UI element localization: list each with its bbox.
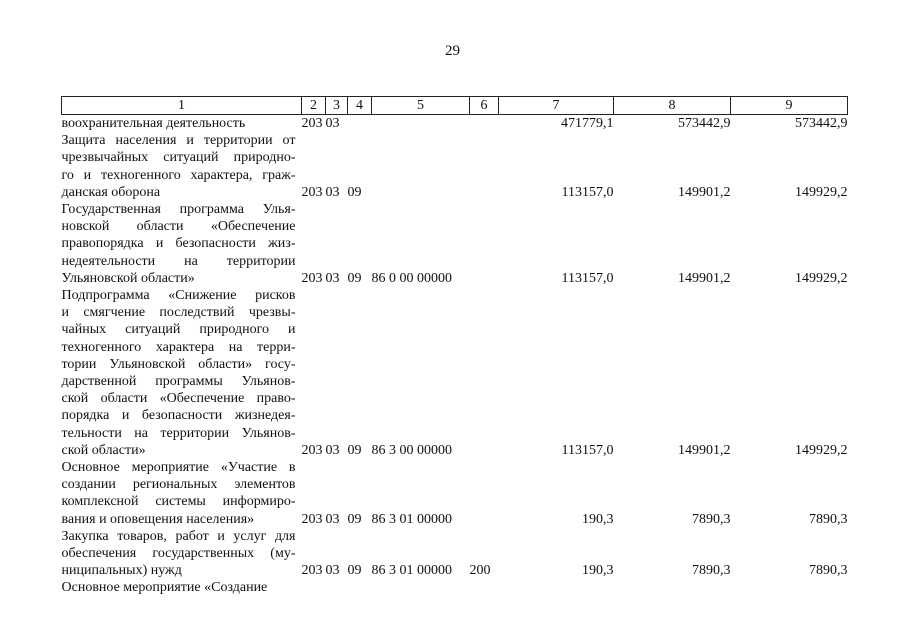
sub-subsection-code-cell: 09 xyxy=(347,511,362,527)
amount-col8-cell: 149901,2 xyxy=(678,442,731,458)
amount-col9-cell: 149929,2 xyxy=(795,442,848,458)
row-name-line: Подпрограмма «Снижение рисков xyxy=(61,288,296,304)
row-name-line: комплексной системы информиро- xyxy=(61,494,296,510)
row-name-line: Ульяновской области» xyxy=(61,270,195,286)
table-row xyxy=(62,115,848,133)
target-article-cell: 86 3 01 00000 xyxy=(371,563,452,579)
column-header-6: 6 xyxy=(470,97,499,115)
subsection-code-cell xyxy=(326,579,348,596)
row-name-cell xyxy=(62,201,302,287)
row-name-line: данская оборона xyxy=(61,184,161,200)
subsection-code-cell: 03 xyxy=(325,511,340,527)
amount-col7-cell: 113157,0 xyxy=(561,184,614,200)
column-header-7: 7 xyxy=(499,97,614,115)
column-header-3: 3 xyxy=(326,97,348,115)
row-name-line: Основное мероприятие «Участие в xyxy=(61,460,296,476)
table-row xyxy=(62,287,848,459)
section-code-cell: 203 xyxy=(301,184,323,200)
amount-col7-cell: 113157,0 xyxy=(561,442,614,458)
subsection-code-cell: 03 xyxy=(325,116,340,131)
target-article-cell: 86 0 00 00000 xyxy=(371,270,452,286)
amount-col8-cell: 149901,2 xyxy=(678,184,731,200)
row-name-line: Закупка товаров, работ и услуг для xyxy=(61,528,296,544)
row-name-line: воохранительная деятельность xyxy=(61,116,246,131)
row-name-line: Защита населения и территории от xyxy=(61,133,296,149)
row-name-cell xyxy=(62,579,302,596)
expense-type-cell xyxy=(470,579,499,596)
amount-col8-cell: 149901,2 xyxy=(678,270,731,286)
section-code-cell: 203 xyxy=(301,116,323,131)
subsection-code-cell: 03 xyxy=(325,184,340,200)
amount-col8-cell xyxy=(614,579,731,596)
column-header-1: 1 xyxy=(62,97,302,115)
amount-col8-cell: 7890,3 xyxy=(692,563,731,579)
row-name-cell xyxy=(62,115,302,133)
row-name-line: го и техногенного характера, граж- xyxy=(61,167,296,183)
column-header-5: 5 xyxy=(372,97,470,115)
amount-col8-cell: 7890,3 xyxy=(692,511,731,527)
row-name-line: обеспечения государственных (му- xyxy=(61,546,296,562)
row-name-line: ской области «Обеспечение право- xyxy=(61,391,296,407)
sub-subsection-code-cell: 09 xyxy=(347,184,362,200)
target-article-cell: 86 3 01 00000 xyxy=(371,511,452,527)
row-name-line: правопорядка и безопасности жиз- xyxy=(61,236,296,252)
expense-type-cell xyxy=(470,287,499,459)
section-code-cell: 203 xyxy=(301,563,323,579)
amount-col9-cell: 7890,3 xyxy=(809,563,848,579)
table-header-row xyxy=(62,97,848,115)
expense-type-cell xyxy=(470,201,499,287)
amount-col7-cell xyxy=(499,579,614,596)
sub-subsection-code-cell: 09 xyxy=(347,563,362,579)
amount-col7-cell: 190,3 xyxy=(582,563,614,579)
sub-subsection-code-cell xyxy=(348,579,372,596)
section-code-cell: 203 xyxy=(301,511,323,527)
table-row xyxy=(62,579,848,596)
budget-table xyxy=(61,96,848,597)
table-row xyxy=(62,201,848,287)
target-article-cell xyxy=(372,132,470,201)
row-name-line: новской области «Обеспечение xyxy=(61,219,296,235)
row-name-line: чрезвычайных ситуаций природно- xyxy=(61,150,296,166)
row-name-cell xyxy=(62,528,302,580)
row-name-line: Основное мероприятие «Создание xyxy=(61,580,268,596)
amount-col9-cell: 7890,3 xyxy=(809,511,848,527)
row-name-line: Государственная программа Улья- xyxy=(61,202,296,218)
row-name-line: дарственной программы Ульянов- xyxy=(61,374,296,390)
row-name-line: порядка и безопасности жизнедея- xyxy=(61,408,296,424)
amount-col9-cell: 149929,2 xyxy=(795,270,848,286)
table-row xyxy=(62,528,848,580)
table-row xyxy=(62,132,848,201)
section-code-cell: 203 xyxy=(301,270,323,286)
amount-col7-cell: 471779,1 xyxy=(561,116,614,131)
target-article-cell xyxy=(372,115,470,133)
column-header-9: 9 xyxy=(731,97,848,115)
target-article-cell xyxy=(372,579,470,596)
amount-col7-cell: 113157,0 xyxy=(561,270,614,286)
expense-type-cell xyxy=(470,115,499,133)
row-name-line: недеятельности на территории xyxy=(61,253,296,269)
amount-col9-cell: 149929,2 xyxy=(795,184,848,200)
row-name-cell xyxy=(62,459,302,528)
amount-col9-cell xyxy=(731,579,848,596)
row-name-line: техногенного характера на терри- xyxy=(61,339,296,355)
row-name-line: чайных ситуаций природного и xyxy=(61,322,296,338)
column-header-2: 2 xyxy=(302,97,326,115)
section-code-cell: 203 xyxy=(301,442,323,458)
table-row xyxy=(62,459,848,528)
column-header-4: 4 xyxy=(348,97,372,115)
sub-subsection-code-cell: 09 xyxy=(347,442,362,458)
expense-type-cell: 200 xyxy=(469,563,491,579)
amount-col9-cell: 573442,9 xyxy=(795,116,848,131)
row-name-cell xyxy=(62,287,302,459)
page-number: 29 xyxy=(445,43,460,59)
subsection-code-cell: 03 xyxy=(325,442,340,458)
sub-subsection-code-cell xyxy=(348,115,372,133)
row-name-cell xyxy=(62,132,302,201)
row-name-line: и смягчение последствий чрезвы- xyxy=(61,305,296,321)
subsection-code-cell: 03 xyxy=(325,563,340,579)
amount-col7-cell: 190,3 xyxy=(582,511,614,527)
expense-type-cell xyxy=(470,132,499,201)
section-code-cell xyxy=(302,579,326,596)
expense-type-cell xyxy=(470,459,499,528)
subsection-code-cell: 03 xyxy=(325,270,340,286)
column-header-8: 8 xyxy=(614,97,731,115)
table-body xyxy=(62,115,848,597)
row-name-line: тории Ульяновской области» госу- xyxy=(61,356,296,372)
row-name-line: вания и оповещения населения» xyxy=(61,511,255,527)
row-name-line: ниципальных) нужд xyxy=(61,563,182,579)
row-name-line: создании региональных элементов xyxy=(61,477,296,493)
amount-col8-cell: 573442,9 xyxy=(678,116,731,131)
row-name-line: ской области» xyxy=(61,442,146,458)
row-name-line: тельности на территории Ульянов- xyxy=(61,425,296,441)
target-article-cell: 86 3 00 00000 xyxy=(371,442,452,458)
sub-subsection-code-cell: 09 xyxy=(347,270,362,286)
